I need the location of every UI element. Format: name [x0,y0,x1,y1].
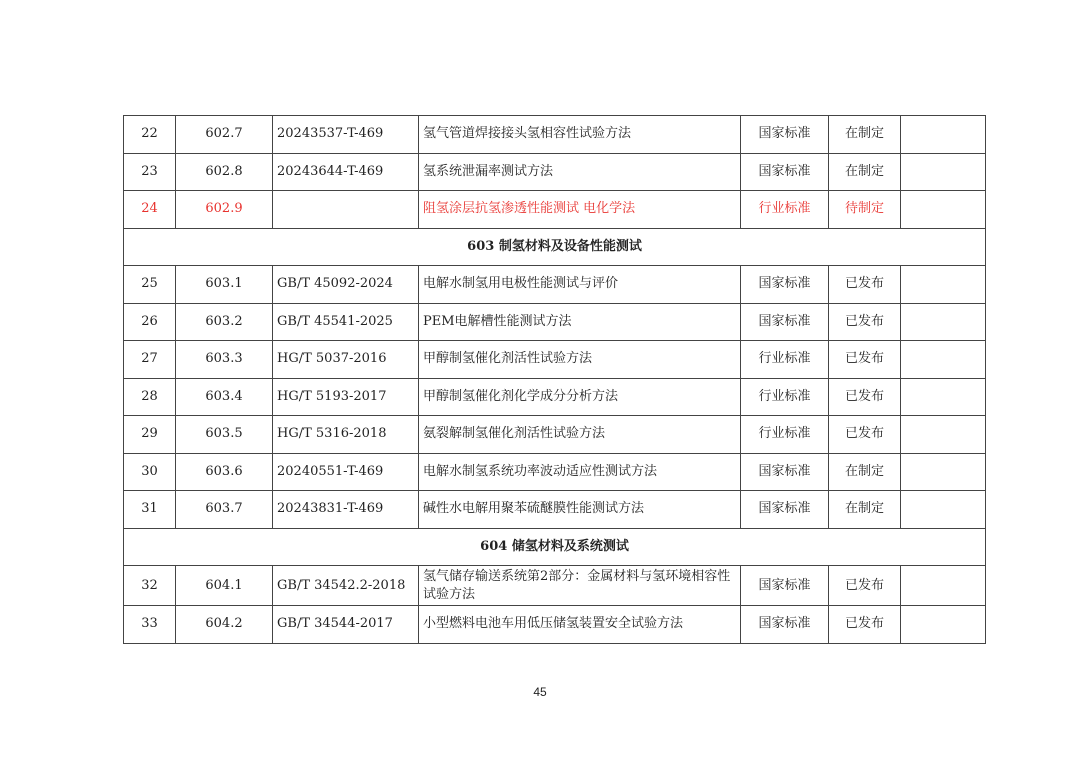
standard-name: 甲醇制氢催化剂活性试验方法 [419,341,741,379]
row-number: 30 [124,453,176,491]
remark-cell [901,303,986,341]
standard-status: 已发布 [829,266,901,304]
standard-level: 国家标准 [741,453,829,491]
standard-number: GB/T 45092-2024 [273,266,419,304]
standard-name: 电解水制氢系统功率波动适应性测试方法 [419,453,741,491]
standards-table [123,115,986,644]
catalog-code: 602.8 [176,153,273,191]
section-header-row [124,228,986,266]
standard-number: GB/T 45541-2025 [273,303,419,341]
standard-status: 已发布 [829,606,901,644]
remark-cell [901,153,986,191]
row-number: 26 [124,303,176,341]
remark-cell [901,416,986,454]
standard-number: 20243537-T-469 [273,116,419,154]
row-number: 32 [124,566,176,606]
remark-cell [901,116,986,154]
standard-name: 氢系统泄漏率测试方法 [419,153,741,191]
standard-level: 行业标准 [741,191,829,229]
standard-name: 阻氢涂层抗氢渗透性能测试 电化学法 [419,191,741,229]
standard-number: HG/T 5193-2017 [273,378,419,416]
standard-level: 国家标准 [741,491,829,529]
remark-cell [901,566,986,606]
catalog-code: 602.7 [176,116,273,154]
standard-number [273,191,419,229]
remark-cell [901,191,986,229]
remark-cell [901,378,986,416]
standard-number: 20243644-T-469 [273,153,419,191]
standard-status: 已发布 [829,566,901,606]
standard-status: 已发布 [829,303,901,341]
standard-name: 甲醇制氢催化剂化学成分分析方法 [419,378,741,416]
table-row [124,416,986,454]
standard-status: 已发布 [829,416,901,454]
standard-number: 20240551-T-469 [273,453,419,491]
standard-status: 在制定 [829,116,901,154]
standard-name: 氢气储存输送系统第2部分：金属材料与氢环境相容性试验方法 [419,566,741,606]
standard-status: 已发布 [829,341,901,379]
remark-cell [901,491,986,529]
standard-number: HG/T 5037-2016 [273,341,419,379]
standard-status: 在制定 [829,491,901,529]
row-number: 23 [124,153,176,191]
remark-cell [901,341,986,379]
section-header-row [124,528,986,566]
standard-name: 小型燃料电池车用低压储氢装置安全试验方法 [419,606,741,644]
standard-status: 在制定 [829,453,901,491]
table-row [124,491,986,529]
row-number: 22 [124,116,176,154]
catalog-code: 603.2 [176,303,273,341]
section-title: 603 制氢材料及设备性能测试 [124,228,986,266]
catalog-code: 604.1 [176,566,273,606]
standard-level: 行业标准 [741,378,829,416]
table-row [124,191,986,229]
row-number: 31 [124,491,176,529]
table-body [124,116,986,644]
catalog-code: 603.3 [176,341,273,379]
row-number: 27 [124,341,176,379]
standard-number: GB/T 34542.2-2018 [273,566,419,606]
table-row [124,566,986,606]
standard-status: 已发布 [829,378,901,416]
row-number: 28 [124,378,176,416]
standard-name: PEM电解槽性能测试方法 [419,303,741,341]
catalog-code: 603.6 [176,453,273,491]
standard-number: HG/T 5316-2018 [273,416,419,454]
remark-cell [901,606,986,644]
standard-name: 氨裂解制氢催化剂活性试验方法 [419,416,741,454]
standard-level: 行业标准 [741,341,829,379]
standard-number: 20243831-T-469 [273,491,419,529]
catalog-code: 603.5 [176,416,273,454]
table-row [124,303,986,341]
standard-level: 国家标准 [741,566,829,606]
table-row [124,378,986,416]
standard-status: 在制定 [829,153,901,191]
page-number: 45 [533,685,547,699]
row-number: 24 [124,191,176,229]
table-row [124,116,986,154]
standard-level: 国家标准 [741,116,829,154]
standard-name: 碱性水电解用聚苯硫醚膜性能测试方法 [419,491,741,529]
catalog-code: 603.4 [176,378,273,416]
standard-level: 国家标准 [741,303,829,341]
row-number: 29 [124,416,176,454]
table-row [124,453,986,491]
row-number: 25 [124,266,176,304]
standard-level: 国家标准 [741,153,829,191]
section-title: 604 储氢材料及系统测试 [124,528,986,566]
table-row [124,266,986,304]
remark-cell [901,266,986,304]
remark-cell [901,453,986,491]
table-row [124,341,986,379]
standard-level: 国家标准 [741,266,829,304]
standard-name: 氢气管道焊接接头氢相容性试验方法 [419,116,741,154]
catalog-code: 603.1 [176,266,273,304]
catalog-code: 604.2 [176,606,273,644]
row-number: 33 [124,606,176,644]
catalog-code: 603.7 [176,491,273,529]
standard-level: 行业标准 [741,416,829,454]
table-row [124,606,986,644]
standard-status: 待制定 [829,191,901,229]
standard-name: 电解水制氢用电极性能测试与评价 [419,266,741,304]
catalog-code: 602.9 [176,191,273,229]
table-row [124,153,986,191]
standard-number: GB/T 34544-2017 [273,606,419,644]
standard-level: 国家标准 [741,606,829,644]
